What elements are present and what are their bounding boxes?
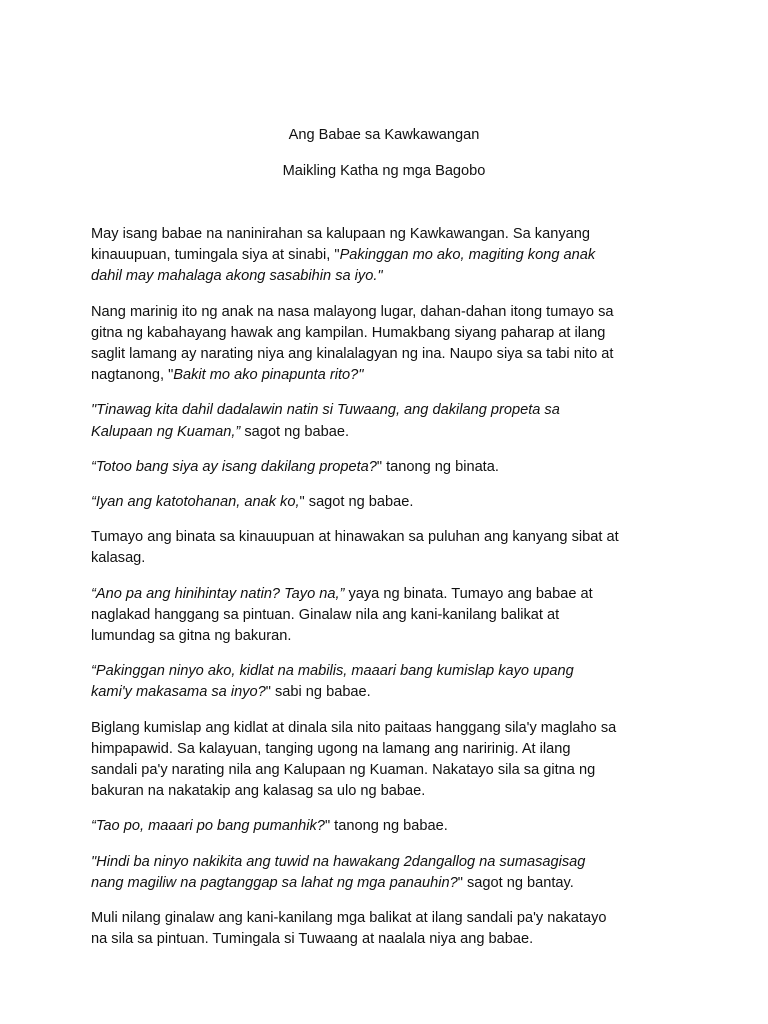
story-paragraph — [91, 457, 691, 478]
text-run: " sagot ng babae. — [299, 494, 414, 511]
text-run: May isang babae na naninirahan sa kalupaan ng Kawkawangan. Sa kanyang — [91, 226, 590, 242]
story-paragraph — [91, 584, 691, 648]
paragraph-line — [91, 422, 691, 443]
story-body — [91, 224, 691, 964]
document-subtitle: Maikling Katha ng mga Bagobo — [282, 163, 486, 179]
text-run: sandali pa'y narating nila ang Kalupaan ng Kuaman. Nakatayo sila sa gitna ng — [91, 762, 596, 779]
paragraph-line — [91, 527, 691, 548]
story-paragraph — [91, 661, 691, 703]
text-run: " sabi ng babae. — [265, 684, 371, 701]
text-run: kinauupuan, tumingala siya at sinabi, " — [91, 247, 340, 264]
italic-text: nang magiliw na pagtanggap sa lahat ng mga panauhin? — [91, 874, 458, 891]
text-run: yaya ng binata. Tumayo ang babae at — [344, 585, 593, 602]
text-run: naglakad hanggang sa pintuan. Ginalaw nila ang kani-kanilang balikat at — [91, 606, 560, 623]
story-paragraph — [91, 400, 691, 442]
story-paragraph — [91, 908, 691, 950]
paragraph-line — [91, 816, 691, 837]
story-paragraph — [91, 492, 691, 513]
story-paragraph — [91, 852, 691, 894]
italic-text: “Totoo bang siya ay isang dakilang propeta? — [91, 458, 377, 475]
paragraph-line — [91, 605, 691, 626]
paragraph-line — [91, 245, 691, 266]
italic-text: Pakinggan mo ako, magiting kong anak — [339, 247, 596, 264]
text-run: kalasag. — [91, 550, 146, 567]
paragraph-line — [91, 457, 691, 478]
story-paragraph — [91, 718, 691, 803]
text-run: Nang marinig ito ng anak na nasa malayong lugar, dahan-dahan itong tumayo sa — [91, 303, 614, 320]
paragraph-line — [91, 760, 691, 781]
paragraph-line — [91, 584, 691, 605]
paragraph-line — [91, 626, 691, 647]
story-paragraph — [91, 816, 691, 837]
paragraph-line — [91, 365, 691, 386]
paragraph-line — [91, 929, 691, 950]
paragraph-line — [91, 344, 691, 365]
text-run: saglit lamang ay narating niya ang kinalalagyan ng ina. Naupo siya sa tabi nito at — [91, 346, 614, 363]
italic-text: "Tinawag kita dahil dadalawin natin si Tuwaang, ang dakilang propeta sa — [91, 402, 560, 419]
text-run: Biglang kumislap ang kidlat at dinala sila nito paitaas hanggang sila'y maglaho sa — [91, 719, 617, 736]
paragraph-line — [91, 548, 691, 569]
italic-text: “Pakinggan ninyo ako, kidlat na mabilis, maaari bang kumislap kayo upang — [91, 663, 574, 680]
paragraph-line — [91, 852, 691, 873]
text-run: lumundag sa gitna ng bakuran. — [91, 628, 292, 645]
paragraph-line — [91, 492, 691, 513]
paragraph-line — [91, 224, 691, 245]
paragraph-line — [91, 908, 691, 929]
italic-text: “Iyan ang katotohanan, anak ko, — [91, 494, 300, 511]
document-title: Ang Babae sa Kawkawangan — [288, 127, 480, 143]
paragraph-line — [91, 718, 691, 739]
text-run: " tanong ng babae. — [324, 818, 448, 835]
text-run: " sagot ng bantay. — [457, 874, 574, 891]
paragraph-line — [91, 739, 691, 760]
paragraph-line — [91, 682, 691, 703]
text-run: sagot ng babae. — [240, 423, 350, 440]
italic-text: Bakit mo ako pinapunta rito?" — [173, 367, 364, 384]
italic-text: "Hindi ba ninyo nakikita ang tuwid na hawakang 2dangallog na sumasagisag — [91, 853, 586, 870]
text-run: gitna ng kabahayang hawak ang kampilan. Humakbang siyang paharap at ilang — [91, 324, 606, 341]
paragraph-line — [91, 661, 691, 682]
text-run: bakuran na nakatakip ang kalasag sa ulo ng babae. — [91, 783, 426, 800]
italic-text: Kalupaan ng Kuaman,” — [91, 423, 241, 440]
story-paragraph — [91, 224, 691, 288]
text-run: Muli nilang ginalaw ang kani-kanilang mga balikat at ilang sandali pa'y nakatayo — [91, 910, 607, 927]
paragraph-line — [91, 302, 691, 323]
text-run: " tanong ng binata. — [376, 458, 499, 475]
text-run: Tumayo ang binata sa kinauupuan at hinawakan sa puluhan ang kanyang sibat at — [91, 529, 619, 546]
paragraph-line — [91, 781, 691, 802]
paragraph-line — [91, 266, 691, 287]
paragraph-line — [91, 323, 691, 344]
text-run: nagtanong, " — [91, 367, 174, 384]
story-paragraph — [91, 527, 691, 569]
italic-text: dahil may mahalaga akong sasabihin sa iyo." — [91, 268, 383, 285]
paragraph-line — [91, 400, 691, 421]
italic-text: kami'y makasama sa inyo? — [91, 684, 266, 701]
text-run: na sila sa pintuan. Tumingala si Tuwaang at naalala niya ang babae. — [91, 931, 534, 948]
text-run: himpapawid. Sa kalayuan, tanging ugong na lamang ang naririnig. At ilang — [91, 740, 571, 757]
paragraph-line — [91, 873, 691, 894]
story-paragraph — [91, 302, 691, 387]
italic-text: “Tao po, maaari po bang pumanhik? — [91, 818, 325, 835]
italic-text: “Ano pa ang hinihintay natin? Tayo na,” — [91, 585, 345, 602]
